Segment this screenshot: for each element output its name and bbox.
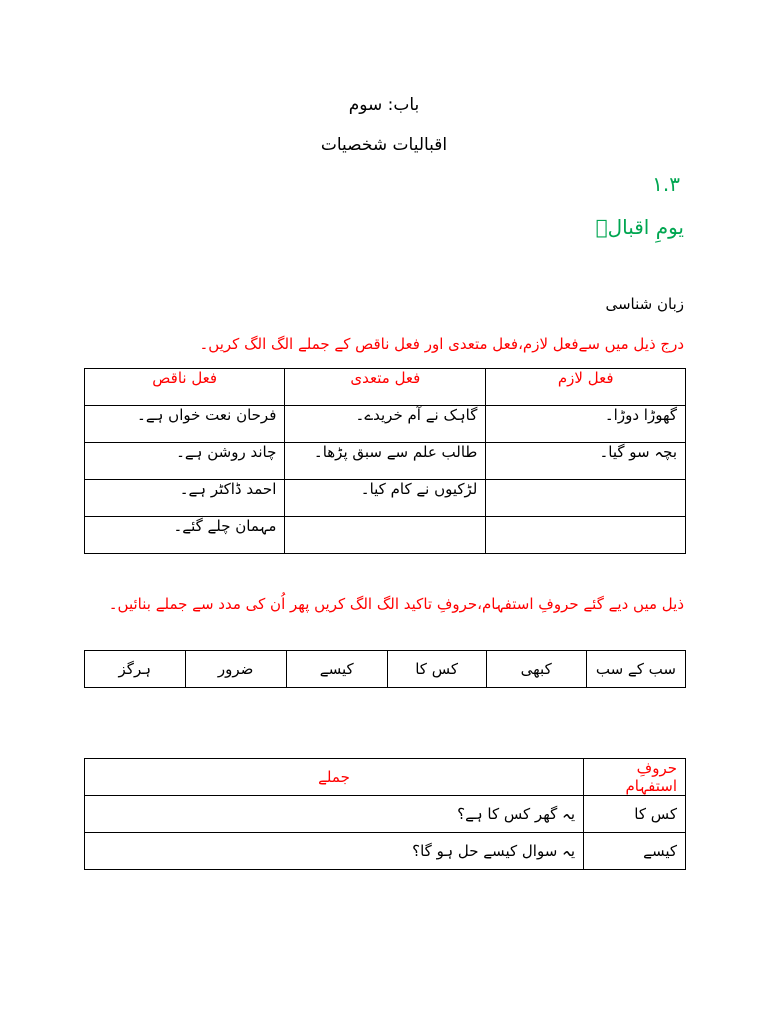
table-cell: یہ گھر کس کا ہے؟ xyxy=(85,796,584,833)
lesson-title: یومِ اقبالؒ xyxy=(595,215,684,239)
sentence-table xyxy=(84,758,686,870)
header-sentences: جملے xyxy=(85,759,584,796)
table-cell: کس کا xyxy=(584,796,686,833)
table-cell: کیسے xyxy=(584,833,686,870)
table-row xyxy=(85,796,686,833)
table-cell: بچہ سو گیا۔ xyxy=(486,443,686,480)
word-cell: کس کا xyxy=(387,651,486,688)
table-cell: لڑکیوں نے کام کیا۔ xyxy=(285,480,486,517)
verb-classification-table xyxy=(84,368,686,554)
exercise1-instruction: درج ذیل میں سےفعل لازم،فعل متعدی اور فعل ناقص کے جملے الگ الگ کریں۔ xyxy=(199,335,684,353)
table-header-row xyxy=(85,369,686,406)
word-cell: سب کے سب xyxy=(586,651,685,688)
table-cell xyxy=(486,517,686,554)
table-cell: گاہک نے آم خریدے۔ xyxy=(285,406,486,443)
word-bank-table xyxy=(84,650,686,688)
word-cell: ہرگز xyxy=(85,651,186,688)
header-copular: فعل ناقص xyxy=(85,369,285,406)
table-cell: احمد ڈاکٹر ہے۔ xyxy=(85,480,285,517)
table-cell: چاند روشن ہے۔ xyxy=(85,443,285,480)
word-cell: کیسے xyxy=(286,651,387,688)
header-intransitive: فعل لازم xyxy=(486,369,686,406)
table-row xyxy=(85,480,686,517)
word-cell: کبھی xyxy=(486,651,586,688)
unit-title: اقبالیات شخصیات xyxy=(320,135,448,155)
table-header-row xyxy=(85,759,686,796)
exercise2-instruction: ذیل میں دیے گئے حروفِ استفہام،حروفِ تاکید الگ الگ کریں پھر اُن کی مدد سے جملے بنائیں۔ xyxy=(108,595,684,613)
lesson-number: ۱.۳ xyxy=(652,172,680,196)
header-interrogative: حروفِ استفہام xyxy=(584,759,686,796)
table-cell: یہ سوال کیسے حل ہو گا؟ xyxy=(85,833,584,870)
table-row xyxy=(85,651,686,688)
chapter-heading: باب: سوم xyxy=(348,95,420,115)
table-row xyxy=(85,517,686,554)
table-cell: مہمان چلے گئے۔ xyxy=(85,517,285,554)
table-row xyxy=(85,443,686,480)
table-cell xyxy=(285,517,486,554)
word-cell: ضرور xyxy=(185,651,286,688)
table-cell xyxy=(486,480,686,517)
header-transitive: فعل متعدی xyxy=(285,369,486,406)
table-cell: فرحان نعت خواں ہے۔ xyxy=(85,406,285,443)
table-cell: طالب علم سے سبق پڑھا۔ xyxy=(285,443,486,480)
table-cell: گھوڑا دوڑا۔ xyxy=(486,406,686,443)
table-row xyxy=(85,833,686,870)
section-heading: زبان شناسی xyxy=(605,295,684,313)
table-row xyxy=(85,406,686,443)
